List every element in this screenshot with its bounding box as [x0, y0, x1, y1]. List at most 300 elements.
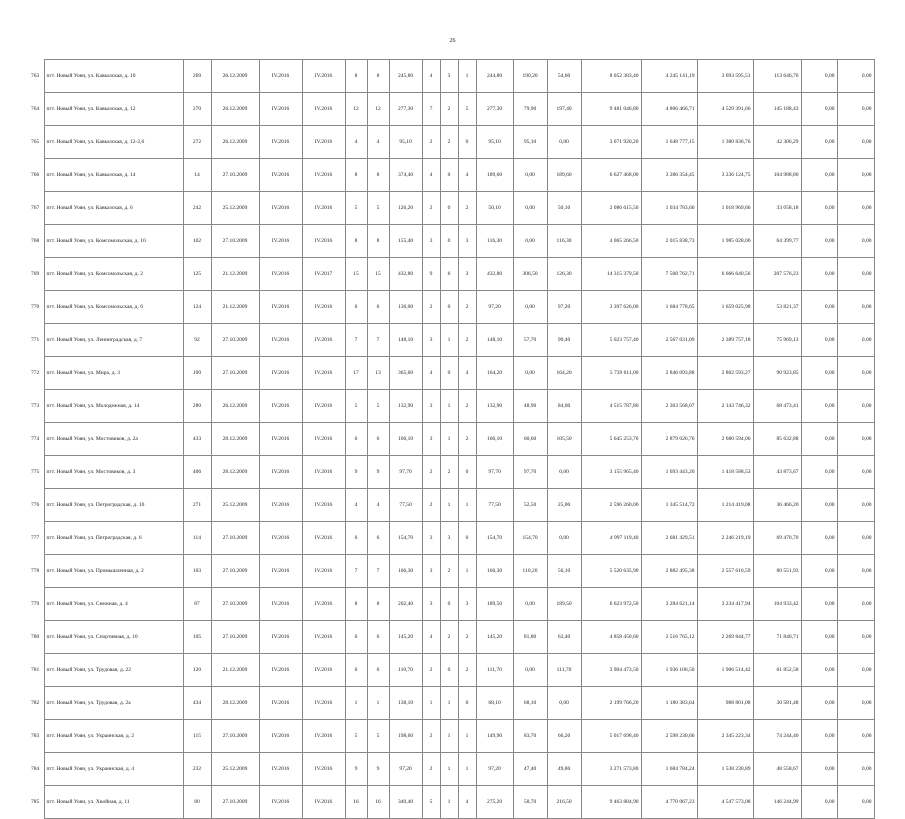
- cell-row-number: 774: [31, 435, 40, 442]
- cell-extra-share: 0,00: [837, 588, 874, 621]
- cell-cost-total: 2 086 615,50: [581, 192, 641, 225]
- cell-planned-end: IV.2016: [302, 324, 345, 357]
- cell-address: пгт. Новый Уоян, ул. Ленинградская, д. 7: [44, 324, 183, 357]
- cell-rooms-private: 2: [440, 621, 458, 654]
- cell-subject-share: 2 802 593,27: [697, 357, 753, 390]
- cell-area-municipal: 63,40: [547, 621, 581, 654]
- table-row: [31, 390, 874, 423]
- cell-residents-to-resettle: 6: [367, 654, 389, 687]
- cell-rooms-municipal: 5: [458, 93, 476, 126]
- table-row: [31, 93, 874, 126]
- cell-row-number: 775: [31, 468, 40, 475]
- cell-rooms-private: 0: [440, 654, 458, 687]
- cell-doc-date: 27.10.2009: [211, 720, 259, 753]
- table-row: [31, 621, 874, 654]
- cell-area-municipal: 84,00: [547, 390, 581, 423]
- cell-residents-total: 8: [345, 225, 367, 258]
- cell-residents-to-resettle: 8: [367, 588, 389, 621]
- cell-address: пгт. Новый Уоян, ул. Трудовая, д. 22: [44, 654, 183, 687]
- cell-residents-total: 4: [345, 126, 367, 159]
- cell-rooms-private: 0: [440, 357, 458, 390]
- cell-area-private: 79,90: [513, 93, 547, 126]
- cell-area-private: 306,50: [513, 258, 547, 291]
- cell-planned-start: IV.2016: [259, 687, 302, 720]
- cell-doc-number: 124: [183, 291, 211, 324]
- cell-extra-share: 0,00: [837, 720, 874, 753]
- cell-area-private: 0,00: [513, 654, 547, 687]
- cell-address: пгт. Новый Уоян, ул. Украинская, д. 4: [44, 753, 183, 786]
- cell-planned-start: IV.2016: [259, 654, 302, 687]
- cell-extra-share: 0,00: [837, 786, 874, 819]
- table-row: [31, 423, 874, 456]
- cell-area-municipal: 216,50: [547, 786, 581, 819]
- cell-subject-share: 1 985 028,00: [697, 225, 753, 258]
- cell-rooms-private: 3: [440, 522, 458, 555]
- cell-planned-end: IV.2016: [302, 687, 345, 720]
- cell-subject-share: 1 018 969,66: [697, 192, 753, 225]
- table-row: [31, 291, 874, 324]
- cell-doc-number: 100: [183, 357, 211, 390]
- cell-cost-total: 3 397 626,00: [581, 291, 641, 324]
- cell-cost-total: 3 155 965,40: [581, 456, 641, 489]
- cell-extra-share: 0,00: [837, 258, 874, 291]
- cell-subject-share: 3 693 595,51: [697, 60, 753, 93]
- cell-rooms-private: 0: [440, 225, 458, 258]
- cell-area-to-resettle: 166,10: [476, 423, 513, 456]
- cell-extra-share: 0,00: [837, 192, 874, 225]
- cell-residents-total: 8: [345, 60, 367, 93]
- cell-subject-share: 988 801,08: [697, 687, 753, 720]
- cell-area-private: 0,00: [513, 225, 547, 258]
- cell-doc-date: 27.10.2009: [211, 522, 259, 555]
- cell-rooms-total: 5: [422, 786, 440, 819]
- cell-row-number: 773: [31, 402, 40, 409]
- cell-area-total: 155,40: [389, 225, 422, 258]
- cell-area-private: 0,00: [513, 159, 547, 192]
- cell-extra-share: 0,00: [837, 654, 874, 687]
- cell-rooms-private: 2: [440, 93, 458, 126]
- cell-area-total: 148,10: [389, 324, 422, 357]
- cell-area-total: 77,50: [389, 489, 422, 522]
- cell-local-share: 80 551,93: [753, 555, 801, 588]
- cell-fund-share: 2 879 026,76: [641, 423, 697, 456]
- cell-other-share: 0,00: [801, 60, 837, 93]
- cell-subject-share: 3 236 124,75: [697, 159, 753, 192]
- cell-residents-to-resettle: 8: [367, 225, 389, 258]
- cell-area-to-resettle: 116,30: [476, 225, 513, 258]
- cell-doc-date: 28.12.2009: [211, 423, 259, 456]
- cell-area-municipal: 0,00: [547, 687, 581, 720]
- cell-area-to-resettle: 95,10: [476, 126, 513, 159]
- cell-rooms-total: 4: [422, 357, 440, 390]
- cell-extra-share: 0,00: [837, 423, 874, 456]
- cell-row-number: 765: [31, 138, 40, 145]
- cell-area-total: 132,90: [389, 390, 422, 423]
- cell-address: пгт. Новый Уоян, ул. Мостовиков, д. 3: [44, 456, 183, 489]
- cell-rooms-municipal: 2: [458, 423, 476, 456]
- cell-rooms-private: 6: [440, 258, 458, 291]
- cell-residents-to-resettle: 7: [367, 324, 389, 357]
- cell-residents-total: 5: [345, 720, 367, 753]
- cell-subject-share: 6 666 640,56: [697, 258, 753, 291]
- cell-fund-share: 3 284 621,14: [641, 588, 697, 621]
- cell-area-private: 97,70: [513, 456, 547, 489]
- cell-residents-total: 9: [345, 456, 367, 489]
- cell-area-municipal: 164,20: [547, 357, 581, 390]
- cell-extra-share: 0,00: [837, 357, 874, 390]
- cell-area-private: 190,20: [513, 60, 547, 93]
- cell-fund-share: 1 684 778,65: [641, 291, 697, 324]
- table-body: [31, 60, 874, 819]
- cell-residents-to-resettle: 8: [367, 159, 389, 192]
- cell-residents-to-resettle: 16: [367, 786, 389, 819]
- cell-local-share: 53 821,37: [753, 291, 801, 324]
- cell-doc-date: 27.10.2009: [211, 621, 259, 654]
- cell-area-municipal: 54,60: [547, 60, 581, 93]
- cell-doc-date: 25.12.2009: [211, 489, 259, 522]
- cell-planned-end: IV.2016: [302, 654, 345, 687]
- table-row: [31, 258, 874, 291]
- cell-residents-total: 17: [345, 357, 367, 390]
- cell-planned-end: IV.2016: [302, 555, 345, 588]
- cell-planned-start: IV.2016: [259, 423, 302, 456]
- cell-planned-end: IV.2016: [302, 753, 345, 786]
- cell-area-municipal: 111,70: [547, 654, 581, 687]
- cell-residents-total: 8: [345, 588, 367, 621]
- cell-rooms-private: 1: [440, 687, 458, 720]
- cell-address: пгт. Новый Уоян, ул. Кавказская, д. 6: [44, 192, 183, 225]
- cell-fund-share: 1 034 783,60: [641, 192, 697, 225]
- cell-rooms-municipal: 2: [458, 291, 476, 324]
- cell-area-total: 374,40: [389, 159, 422, 192]
- cell-doc-number: 272: [183, 126, 211, 159]
- cell-extra-share: 0,00: [837, 60, 874, 93]
- cell-residents-total: 12: [345, 93, 367, 126]
- cell-area-total: 110,70: [389, 654, 422, 687]
- cell-area-municipal: 25,00: [547, 489, 581, 522]
- cell-fund-share: 1 345 514,72: [641, 489, 697, 522]
- cell-row-number: 770: [31, 303, 40, 310]
- cell-rooms-total: 2: [422, 456, 440, 489]
- cell-area-to-resettle: 111,70: [476, 654, 513, 687]
- cell-fund-share: 4 806 466,71: [641, 93, 697, 126]
- cell-area-to-resettle: 244,80: [476, 60, 513, 93]
- cell-area-total: 166,10: [389, 423, 422, 456]
- cell-area-to-resettle: 189,60: [476, 159, 513, 192]
- cell-residents-to-resettle: 1: [367, 687, 389, 720]
- cell-planned-start: IV.2016: [259, 192, 302, 225]
- cell-cost-total: 8 052 383,40: [581, 60, 641, 93]
- cell-fund-share: 7 508 762,71: [641, 258, 697, 291]
- cell-doc-number: 434: [183, 687, 211, 720]
- cell-area-municipal: 49,80: [547, 753, 581, 786]
- cell-row-number: 779: [31, 600, 40, 607]
- cell-area-private: 47,40: [513, 753, 547, 786]
- cell-rooms-total: 2: [422, 753, 440, 786]
- cell-planned-start: IV.2016: [259, 720, 302, 753]
- cell-rooms-private: 3: [440, 60, 458, 93]
- cell-local-share: 207 576,23: [753, 258, 801, 291]
- table-row: [31, 192, 874, 225]
- cell-other-share: 0,00: [801, 357, 837, 390]
- cell-doc-number: 102: [183, 225, 211, 258]
- cell-residents-total: 8: [345, 159, 367, 192]
- cell-rooms-total: 2: [422, 291, 440, 324]
- cell-area-to-resettle: 164,20: [476, 357, 513, 390]
- cell-local-share: 48 558,67: [753, 753, 801, 786]
- cell-area-total: 340,40: [389, 786, 422, 819]
- cell-area-municipal: 116,30: [547, 225, 581, 258]
- cell-cost-total: 5 645 253,70: [581, 423, 641, 456]
- cell-planned-end: IV.2016: [302, 423, 345, 456]
- cell-doc-date: 21.12.2009: [211, 654, 259, 687]
- cell-residents-total: 6: [345, 654, 367, 687]
- cell-row-number: 763: [31, 72, 40, 79]
- cell-planned-end: IV.2016: [302, 588, 345, 621]
- cell-planned-end: IV.2016: [302, 489, 345, 522]
- table-row: [31, 324, 874, 357]
- cell-other-share: 0,00: [801, 126, 837, 159]
- cell-cost-total: 5 017 698,40: [581, 720, 641, 753]
- cell-other-share: 0,00: [801, 258, 837, 291]
- cell-rooms-municipal: 2: [458, 621, 476, 654]
- cell-subject-share: 2 246 219,19: [697, 522, 753, 555]
- cell-subject-share: 2 269 844,77: [697, 621, 753, 654]
- cell-rooms-total: 3: [422, 423, 440, 456]
- cell-doc-number: 280: [183, 390, 211, 423]
- cell-row-number: 777: [31, 534, 40, 541]
- cell-area-total: 166,30: [389, 555, 422, 588]
- cell-row-number: 764: [31, 105, 40, 112]
- cell-area-private: 154,70: [513, 522, 547, 555]
- cell-doc-number: 125: [183, 258, 211, 291]
- cell-rooms-municipal: 0: [458, 687, 476, 720]
- cell-other-share: 0,00: [801, 753, 837, 786]
- cell-area-to-resettle: 149,90: [476, 720, 513, 753]
- cell-local-share: 33 058,18: [753, 192, 801, 225]
- cell-local-share: 145 188,43: [753, 93, 801, 126]
- table-row: [31, 687, 874, 720]
- cell-area-private: 95,10: [513, 126, 547, 159]
- cell-rooms-private: 1: [440, 786, 458, 819]
- cell-rooms-private: 1: [440, 423, 458, 456]
- cell-area-private: 60,60: [513, 423, 547, 456]
- cell-fund-share: 2 598 230,66: [641, 720, 697, 753]
- cell-planned-start: IV.2016: [259, 390, 302, 423]
- cell-doc-date: 26.12.2009: [211, 390, 259, 423]
- cell-fund-share: 1 180 383,64: [641, 687, 697, 720]
- cell-doc-number: 114: [183, 522, 211, 555]
- cell-other-share: 0,00: [801, 555, 837, 588]
- cell-rooms-private: 1: [440, 390, 458, 423]
- cell-extra-share: 0,00: [837, 390, 874, 423]
- cell-residents-total: 6: [345, 522, 367, 555]
- cell-address: пгт. Новый Уоян, ул. Комсомольская, д. 2: [44, 258, 183, 291]
- cell-residents-total: 9: [345, 753, 367, 786]
- cell-doc-date: 28.12.2009: [211, 456, 259, 489]
- cell-other-share: 0,00: [801, 654, 837, 687]
- cell-doc-date: 27.10.2009: [211, 555, 259, 588]
- cell-planned-end: IV.2016: [302, 357, 345, 390]
- cell-local-share: 61 852,58: [753, 654, 801, 687]
- cell-subject-share: 1 214 419,08: [697, 489, 753, 522]
- cell-area-private: 68,10: [513, 687, 547, 720]
- cell-fund-share: 2 567 031,09: [641, 324, 697, 357]
- cell-address: пгт. Новый Уоян, ул. Снежная, д. 4: [44, 588, 183, 621]
- cell-fund-share: 4 770 067,23: [641, 786, 697, 819]
- cell-planned-start: IV.2016: [259, 159, 302, 192]
- cell-rooms-total: 4: [422, 159, 440, 192]
- cell-subject-share: 2 557 610,59: [697, 555, 753, 588]
- cell-planned-start: IV.2016: [259, 60, 302, 93]
- page-number: 26: [449, 38, 456, 44]
- cell-cost-total: 5 739 611,00: [581, 357, 641, 390]
- cell-area-to-resettle: 132,90: [476, 390, 513, 423]
- cell-row-number: 783: [31, 732, 40, 739]
- cell-doc-number: 80: [183, 786, 211, 819]
- cell-residents-total: 7: [345, 555, 367, 588]
- cell-area-total: 145,20: [389, 621, 422, 654]
- cell-doc-number: 105: [183, 621, 211, 654]
- cell-area-to-resettle: 50,10: [476, 192, 513, 225]
- cell-rooms-total: 3: [422, 555, 440, 588]
- cell-local-share: 69 470,70: [753, 522, 801, 555]
- cell-row-number: 778: [31, 567, 40, 574]
- cell-rooms-total: 4: [422, 621, 440, 654]
- table-row: [31, 357, 874, 390]
- cell-area-private: 110,20: [513, 555, 547, 588]
- cell-cost-total: 3 904 473,50: [581, 654, 641, 687]
- cell-area-municipal: 197,40: [547, 93, 581, 126]
- cell-residents-to-resettle: 9: [367, 753, 389, 786]
- cell-area-municipal: 189,60: [547, 159, 581, 192]
- cell-planned-end: IV.2016: [302, 60, 345, 93]
- cell-cost-total: 5 520 635,90: [581, 555, 641, 588]
- cell-row-number: 767: [31, 204, 40, 211]
- table-row: [31, 60, 874, 93]
- cell-area-to-resettle: 145,20: [476, 621, 513, 654]
- cell-cost-total: 6 627 468,00: [581, 159, 641, 192]
- cell-area-total: 97,70: [389, 456, 422, 489]
- cell-rooms-municipal: 2: [458, 192, 476, 225]
- cell-residents-total: 5: [345, 390, 367, 423]
- cell-other-share: 0,00: [801, 720, 837, 753]
- cell-extra-share: 0,00: [837, 159, 874, 192]
- cell-area-private: 58,70: [513, 786, 547, 819]
- cell-doc-date: 27.10.2009: [211, 225, 259, 258]
- cell-area-municipal: 90,40: [547, 324, 581, 357]
- cell-planned-end: IV.2016: [302, 720, 345, 753]
- cell-local-share: 68 473,41: [753, 390, 801, 423]
- cell-rooms-municipal: 4: [458, 159, 476, 192]
- cell-rooms-total: 3: [422, 522, 440, 555]
- cell-doc-date: 21.12.2009: [211, 291, 259, 324]
- cell-residents-total: 4: [345, 489, 367, 522]
- cell-rooms-total: 2: [422, 489, 440, 522]
- cell-rooms-private: 1: [440, 324, 458, 357]
- cell-address: пгт. Новый Уоян, ул. Петроградская, д. 6: [44, 522, 183, 555]
- cell-address: пгт. Новый Уоян, ул. Промышленная, д. 2: [44, 555, 183, 588]
- cell-fund-share: 2 882 495,38: [641, 555, 697, 588]
- housing-resettlement-table: [31, 59, 875, 819]
- cell-local-share: 90 923,85: [753, 357, 801, 390]
- cell-doc-date: 21.12.2009: [211, 258, 259, 291]
- cell-rooms-municipal: 2: [458, 324, 476, 357]
- cell-fund-share: 1 684 784,24: [641, 753, 697, 786]
- cell-other-share: 0,00: [801, 786, 837, 819]
- cell-rooms-private: 0: [440, 192, 458, 225]
- cell-rooms-total: 1: [422, 687, 440, 720]
- cell-cost-total: 3 071 920,20: [581, 126, 641, 159]
- cell-local-share: 43 873,67: [753, 456, 801, 489]
- cell-doc-date: 26.12.2009: [211, 126, 259, 159]
- cell-doc-date: 28.12.2009: [211, 687, 259, 720]
- cell-fund-share: 2 846 093,88: [641, 357, 697, 390]
- cell-cost-total: 9 481 046,80: [581, 93, 641, 126]
- cell-doc-date: 27.10.2009: [211, 588, 259, 621]
- cell-cost-total: 9 463 884,90: [581, 786, 641, 819]
- cell-other-share: 0,00: [801, 423, 837, 456]
- cell-area-total: 198,60: [389, 720, 422, 753]
- cell-residents-total: 16: [345, 786, 367, 819]
- cell-doc-number: 103: [183, 555, 211, 588]
- cell-extra-share: 0,00: [837, 225, 874, 258]
- cell-area-total: 432,80: [389, 258, 422, 291]
- cell-area-total: 136,00: [389, 291, 422, 324]
- cell-residents-to-resettle: 6: [367, 291, 389, 324]
- cell-rooms-municipal: 0: [458, 456, 476, 489]
- cell-extra-share: 0,00: [837, 522, 874, 555]
- cell-address: пгт. Новый Уоян, ул. Комсомольская, д. 10: [44, 225, 183, 258]
- cell-cost-total: 4 997 119,40: [581, 522, 641, 555]
- cell-area-private: 48,90: [513, 390, 547, 423]
- cell-planned-end: IV.2016: [302, 786, 345, 819]
- cell-planned-start: IV.2016: [259, 489, 302, 522]
- cell-area-private: 0,00: [513, 291, 547, 324]
- cell-planned-start: IV.2016: [259, 522, 302, 555]
- cell-local-share: 146 244,99: [753, 786, 801, 819]
- cell-planned-start: IV.2016: [259, 621, 302, 654]
- cell-other-share: 0,00: [801, 390, 837, 423]
- cell-residents-to-resettle: 7: [367, 555, 389, 588]
- cell-doc-date: 27.10.2009: [211, 786, 259, 819]
- cell-area-total: 202,40: [389, 588, 422, 621]
- cell-other-share: 0,00: [801, 291, 837, 324]
- cell-local-share: 75 969,13: [753, 324, 801, 357]
- cell-rooms-municipal: 0: [458, 126, 476, 159]
- cell-residents-to-resettle: 4: [367, 489, 389, 522]
- cell-residents-to-resettle: 6: [367, 621, 389, 654]
- table-row: [31, 225, 874, 258]
- cell-planned-start: IV.2016: [259, 258, 302, 291]
- cell-area-total: 138,10: [389, 687, 422, 720]
- cell-residents-total: 6: [345, 291, 367, 324]
- cell-row-number: 776: [31, 501, 40, 508]
- cell-area-to-resettle: 432,80: [476, 258, 513, 291]
- cell-subject-share: 4 529 391,66: [697, 93, 753, 126]
- cell-row-number: 781: [31, 666, 40, 673]
- cell-planned-end: IV.2016: [302, 126, 345, 159]
- cell-area-total: 126,20: [389, 192, 422, 225]
- cell-area-to-resettle: 97,70: [476, 456, 513, 489]
- cell-row-number: 766: [31, 171, 40, 178]
- cell-other-share: 0,00: [801, 489, 837, 522]
- cell-extra-share: 0,00: [837, 324, 874, 357]
- cell-rooms-private: 2: [440, 456, 458, 489]
- cell-rooms-municipal: 2: [458, 390, 476, 423]
- cell-residents-to-resettle: 5: [367, 720, 389, 753]
- cell-cost-total: 2 199 766,20: [581, 687, 641, 720]
